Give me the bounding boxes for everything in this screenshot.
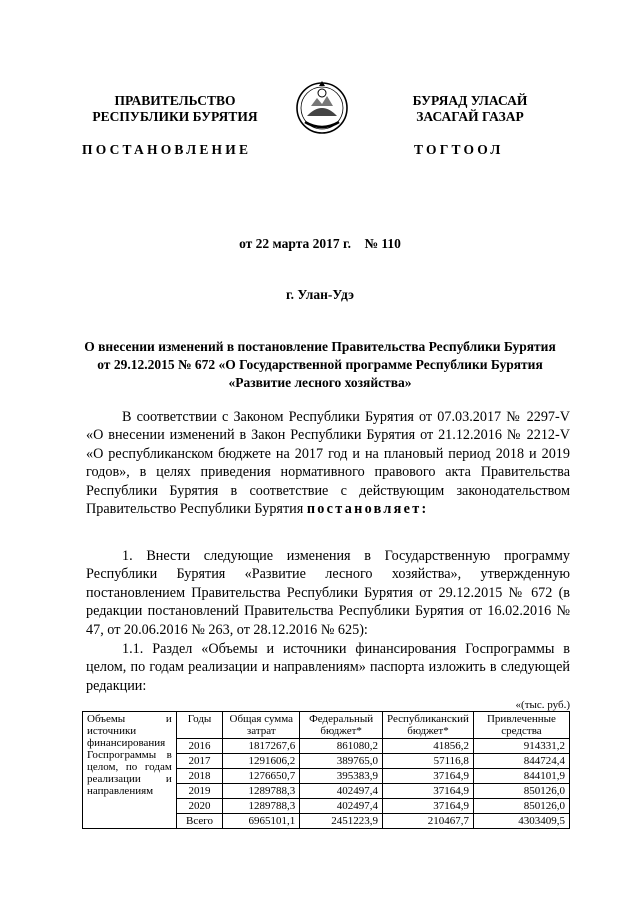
table-unit: «(тыс. руб.) (515, 699, 570, 711)
header-total: Общая сумма затрат (223, 712, 300, 739)
attracted-cell: 914331,2 (473, 739, 569, 754)
header-years: Годы (176, 712, 223, 739)
attracted-cell: 850126,0 (473, 799, 569, 814)
year-cell: 2016 (176, 739, 223, 754)
government-name-ru-line2: РЕСПУБЛИКИ БУРЯТИЯ (92, 109, 258, 124)
year-cell: 2020 (176, 799, 223, 814)
resolves-word: постановляет: (306, 501, 429, 518)
header-republic: Республиканский бюджет* (383, 712, 474, 739)
government-name-bua-line1: БУРЯАД УЛАСАЙ (412, 93, 528, 108)
government-name-bua (380, 93, 560, 125)
attracted-cell: 844101,9 (473, 769, 569, 784)
item-1-1-paragraph: 1.1. Раздел «Объемы и источники финансирования Госпрограммы в целом, по годам реализации и направлениям» паспорта изложить в следующей редакции: (86, 641, 570, 694)
header-federal: Федеральный бюджет* (300, 712, 383, 739)
item-1-paragraph: 1. Внести следующие изменения в Государственную программу Республики Бурятия «Развитие лесного хозяйства», утвержденную постановлением Правительства Республики Бурятия от 29.12.2015 № 672 (в редакции постановлений Правительства Республики Бурятия от 16.02.2016 № 47, от 20.06.2016 № 263, от 28.12.2016 № 625): (86, 548, 570, 638)
row-label-cell: Объемы и источники финансирования Госпрограммы в целом, по годам реализации и направлениям (83, 712, 177, 829)
federal-cell: 395383,9 (300, 769, 383, 784)
table-header-row (83, 712, 570, 739)
government-name-bua-line2: ЗАСАГАЙ ГАЗАР (416, 109, 524, 124)
document-type-ru: ПОСТАНОВЛЕНИЕ (82, 142, 252, 157)
document-type-bua: ТОГТООЛ (414, 142, 504, 157)
total-cell: 1291606,2 (223, 754, 300, 769)
total-cell: 1289788,3 (223, 784, 300, 799)
year-cell: 2018 (176, 769, 223, 784)
date-number: от 22 марта 2017 г. № 110 (239, 236, 401, 251)
federal-cell: 2451223,9 (300, 814, 383, 829)
republic-cell: 41856,2 (383, 739, 474, 754)
attracted-cell: 844724,4 (473, 754, 569, 769)
federal-cell: 389765,0 (300, 754, 383, 769)
preamble-text: В соответствии с Законом Республики Бурятия от 07.03.2017 № 2297-V «О внесении изменений в Закон Республики Бурятия от 21.12.2016 № 2212-V «О республиканском бюджете на 2017 год и на плановый период 2018 и 2019 годов», в целях приведения нормативного правового акта Правительства Республики Бурятия в соответствие с действующим законодательством Правительство Республики Бурятия (86, 409, 570, 518)
financing-table (82, 711, 570, 829)
republic-cell: 37164,9 (383, 769, 474, 784)
year-cell: Всего (176, 814, 223, 829)
federal-cell: 861080,2 (300, 739, 383, 754)
header-attracted: Привлеченные средства (473, 712, 569, 739)
total-cell: 6965101,1 (223, 814, 300, 829)
city: г. Улан-Удэ (286, 287, 354, 302)
federal-cell: 402497,4 (300, 784, 383, 799)
federal-cell: 402497,4 (300, 799, 383, 814)
coat-of-arms-icon (293, 78, 351, 136)
government-name-ru-line1: ПРАВИТЕЛЬСТВО (114, 93, 236, 108)
attracted-cell: 850126,0 (473, 784, 569, 799)
republic-cell: 37164,9 (383, 799, 474, 814)
year-cell: 2019 (176, 784, 223, 799)
republic-cell: 57116,8 (383, 754, 474, 769)
government-name-ru (80, 93, 270, 125)
document-subject: О внесении изменений в постановление Правительства Республики Бурятия от 29.12.2015 № 672 «О Государственной программе Республики Бурятия «Развитие лесного хозяйства» (84, 339, 556, 390)
republic-cell: 210467,7 (383, 814, 474, 829)
year-cell: 2017 (176, 754, 223, 769)
total-cell: 1289788,3 (223, 799, 300, 814)
total-cell: 1276650,7 (223, 769, 300, 784)
republic-cell: 37164,9 (383, 784, 474, 799)
total-cell: 1817267,6 (223, 739, 300, 754)
preamble-paragraph (86, 408, 570, 518)
attracted-cell: 4303409,5 (473, 814, 569, 829)
